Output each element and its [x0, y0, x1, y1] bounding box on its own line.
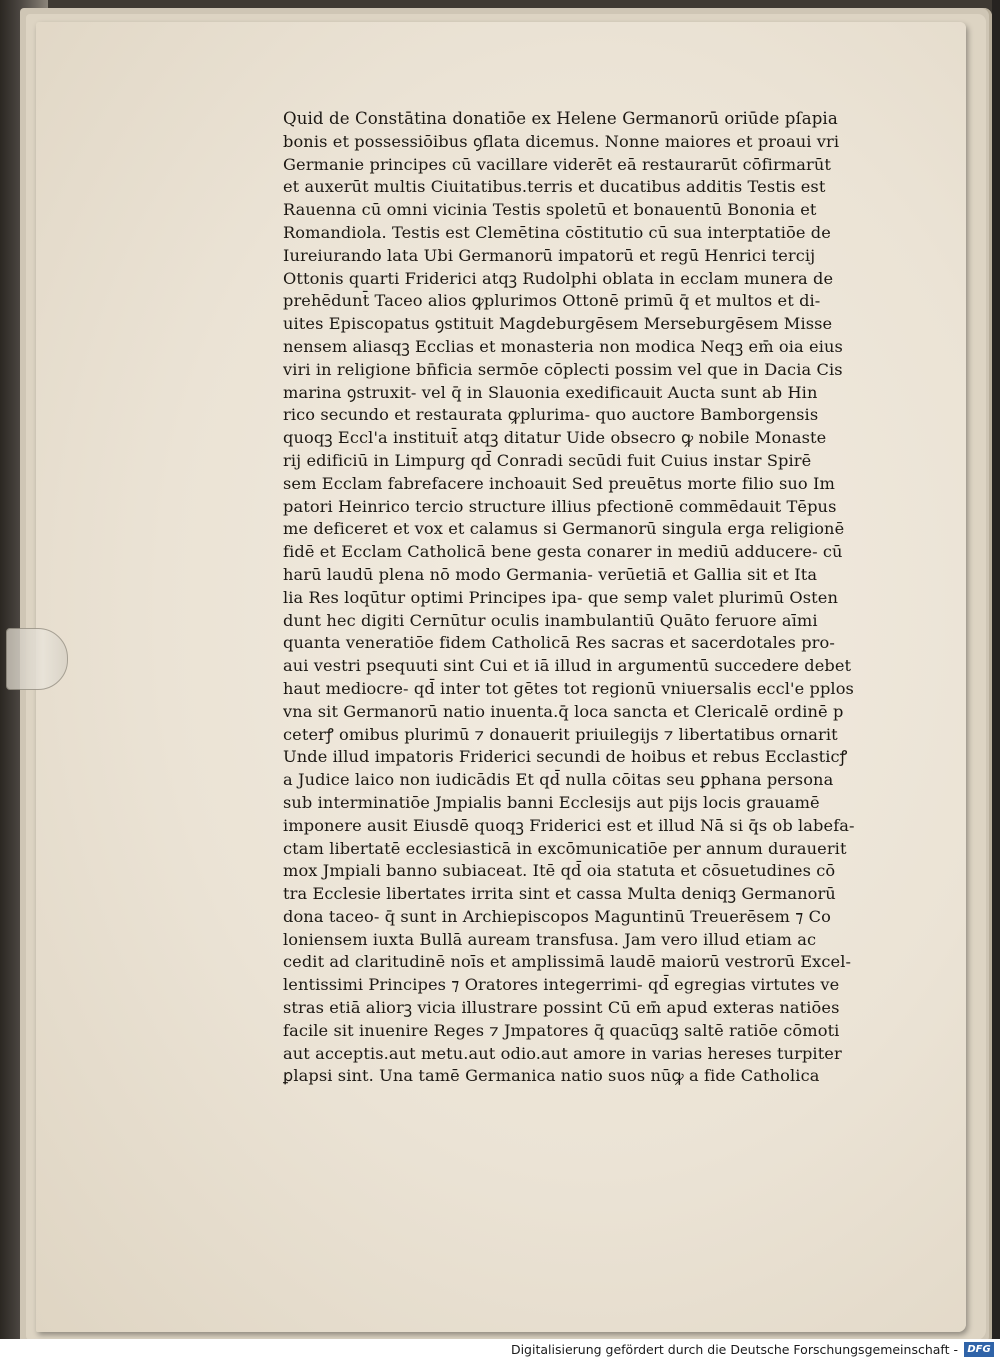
- text-line: bonis et possessiōibus ꝯflata dicemus. Nonne maiores et proaui vri: [283, 131, 840, 151]
- text-line: Rauenna cū omni vicinia Testis spoletū et bonauentū Bononia et: [283, 200, 817, 220]
- text-line: et auxerūt multis Ciuitatibus.terris et ducatibus additis Testis est: [283, 177, 826, 197]
- text-line: Ottonis quarti Friderici atqꝫ Rudolphi oblata in ecclam munera de: [283, 268, 834, 288]
- text-line: sub interminatiōe Jmpialis banni Ecclesijs aut pijs locis grauamē: [283, 792, 820, 812]
- text-line: a Judice laico non iudicādis Et qd̄ nulla cōitas seu ꝑphana persona: [283, 770, 834, 790]
- text-line: cedit ad claritudinē noīs et amplissimā laudē maiorū vestrorū Excel-: [283, 952, 852, 972]
- text-line: mox Jmpiali banno subiaceat. Itē qd̄ oia statuta et cōsuetudines cō: [283, 861, 836, 881]
- text-line: me deficeret et vox et calamus si Germanorū singula erga religionē: [283, 519, 845, 539]
- text-line: ceterꝭ omibus plurimū ⁊ donauerit priuilegijs ⁊ libertatibus ornarit: [283, 724, 838, 744]
- text-line: rico secundo et restaurata ꝙplurima- quo auctore Bamborgensis: [283, 405, 819, 425]
- text-line: rij edificiū in Limpurg qd̄ Conradi secūdi fuit Cuius instar Spirē: [283, 450, 812, 470]
- text-line: nensem aliasqꝫ Ecclias et monasteria non modica Neqꝫ em̄ oia eius: [283, 336, 843, 356]
- text-line: quoqꝫ Eccl'a instituit̄ atqꝫ ditatur Uide obsecro ꝙ nobile Monaste: [283, 428, 827, 448]
- text-line: loniensem iuxta Bullā auream transfusa. Jam vero illud etiam ac: [283, 929, 817, 949]
- text-line: patori Heinrico tercio structure illius pfectionē commēdauit Tēpus: [283, 496, 837, 516]
- text-line: facile sit inuenire Reges ⁊ Jmpatores q̄ quacūqꝫ saltē ratiōe cōmoti: [283, 1020, 840, 1040]
- text-line: Germanie principes cū vacillare viderēt eā restaurarūt cōfirmarūt: [283, 154, 831, 174]
- text-line: haut mediocre- qd̄ inter tot gētes tot regionū vniuersalis eccl'e pplos: [283, 678, 854, 698]
- text-line: lentissimi Principes ⁊ Oratores integerrimi- qd̄ egregias virtutes ve: [283, 975, 840, 995]
- text-line: aut acceptis.aut metu.aut odio.aut amore in varias hereses turpiter: [283, 1043, 842, 1063]
- text-line: fidē et Ecclam Catholicā bene gesta conarer in mediū adducere- cū: [283, 542, 843, 562]
- text-line: dunt hec digiti Cernūtur oculis inambulantiū Quāto feruore aīmi: [283, 610, 818, 630]
- text-line: uites Episcopatus ꝯstituit Magdeburgēsem Merseburgēsem Misse: [283, 314, 833, 334]
- footer-text: Digitalisierung gefördert durch die Deutsche Forschungsgemeinschaft -: [510, 1342, 958, 1357]
- text-line: viri in religione bn̄ficia sermōe cōplecti possim vel que in Dacia Cis: [283, 359, 843, 379]
- dfg-logo: DFG: [964, 1342, 994, 1357]
- footer-bar: [0, 1339, 1000, 1361]
- text-line: imponere ausit Eiusdē quoqꝫ Friderici est et illud Nā si q̄s ob labefa-: [283, 815, 855, 835]
- text-line: vna sit Germanorū natio inuenta.q̄ loca sancta et Clericalē ordinē p: [283, 701, 844, 721]
- text-line: prehēdunt̄ Taceo alios ꝙplurimos Ottonē primū q̄ et multos et di-: [283, 291, 821, 311]
- text-line: stras etiā aliorꝫ vicia illustrare possint Cū em̄ apud exteras natiōes: [283, 998, 840, 1018]
- text-line: marina ꝯstruxit- vel q̄ in Slauonia exedificauit Aucta sunt ab Hin: [283, 382, 818, 402]
- text-line: tra Ecclesie libertates irrita sint et cassa Multa deniqꝫ Germanorū: [283, 884, 836, 904]
- text-line: ꝑlapsi sint. Una tamē Germanica natio suos nūꝙ a fide Catholica: [283, 1066, 820, 1086]
- text-line: ctam libertatē ecclesiasticā in excōmunicatiōe per annum durauerit: [283, 838, 847, 858]
- text-line: Iureiurando lata Ubi Germanorū impatorū et regū Henrici tercij: [283, 245, 816, 265]
- text-line: lia Res loqūtur optimi Principes ipa- que semp valet plurimū Osten: [283, 587, 838, 607]
- text-line: sem Ecclam fabrefacere inchoauit Sed preuētus morte filio suo Im: [283, 473, 835, 493]
- text-line: harū laudū plena nō modo Germania- verūetiā et Gallia sit et Ita: [283, 564, 818, 584]
- text-line: quanta veneratiōe fidem Catholicā Res sacras et sacerdotales pro-: [283, 633, 835, 653]
- bookmark-tab: [6, 628, 68, 690]
- right-edge: [992, 0, 1000, 1361]
- text-line: Romandiola. Testis est Clemētina cōstitutio cū sua interptatiōe de: [283, 222, 831, 242]
- text-block: [283, 108, 861, 1088]
- text-line: Quid de Constātina donatiōe ex Helene Germanorū oriūde pſapia: [283, 109, 838, 128]
- text-line: dona taceo- q̄ sunt in Archiepiscopos Maguntinū Treuerēsem ⁊ Co: [283, 906, 831, 926]
- text-line: aui vestri psequuti sint Cui et iā illud in argumentū succedere debet: [283, 656, 852, 676]
- text-line: Unde illud impatoris Friderici secundi de hoibus et rebus Ecclasticꝭ: [283, 747, 848, 767]
